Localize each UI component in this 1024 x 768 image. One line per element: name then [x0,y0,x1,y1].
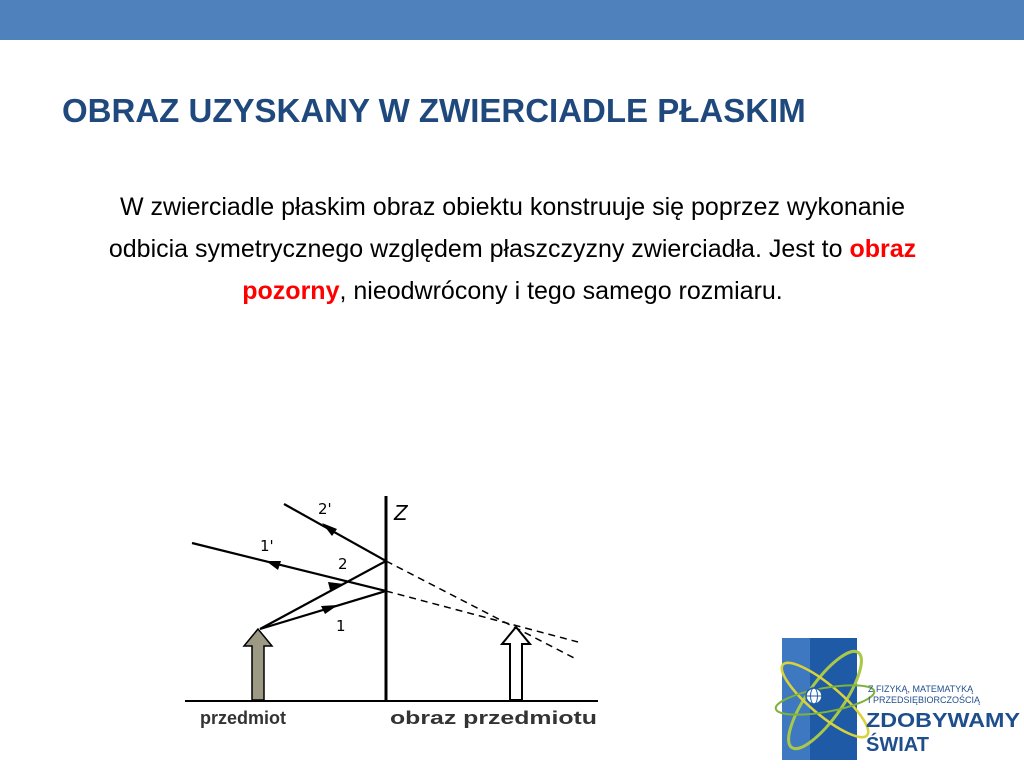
ray-1-reflected-arrowhead [266,561,281,570]
mirror-label: Z [394,501,408,525]
object-label: przedmiot [200,708,287,728]
image-arrow [502,627,530,700]
logo-line-2: I PRZEDSIĘBIORCZOŚCIĄ [868,695,981,705]
top-bar [0,0,1024,40]
paragraph-text-start: W zwierciadle płaskim obraz obiektu konstruuje się poprzez wykonanie odbicia symetrycznego względem płaszczyzny zwierciadła. Jest to [108,193,906,263]
slide-title: OBRAZ UZYSKANY W ZWIERCIADLE PŁASKIM [62,92,806,129]
ray-2-incident [260,561,386,629]
project-logo [770,620,1024,768]
plane-mirror-diagram [180,488,600,738]
logo-line-3: ZDOBYWAMY [866,710,1021,732]
ray-2-reflected-arrowhead [322,523,337,536]
image-label: obraz przedmiotu [390,708,597,728]
ray-1-reflected [192,543,386,591]
ray-1-label: 1 [336,617,346,635]
logo-line-4: ŚWIAT [866,734,929,756]
logo-line-1: Z FIZYKĄ, MATEMATYKĄ [868,684,974,694]
ray-2-extension [386,561,578,660]
ray-2-reflected [284,504,386,561]
body-paragraph [80,186,945,312]
ray-2-label: 2 [338,555,348,573]
ray-1-extension [386,591,578,642]
ray-2-reflected-label: 2' [318,500,332,518]
paragraph-text-end: , nieodwrócony i tego samego rozmiaru. [339,277,783,305]
object-arrow [244,629,272,700]
ray-1-arrowhead [321,605,338,614]
ray-1-reflected-label: 1' [260,537,274,555]
highlight-virtual-image: obraz pozorny [242,235,917,305]
